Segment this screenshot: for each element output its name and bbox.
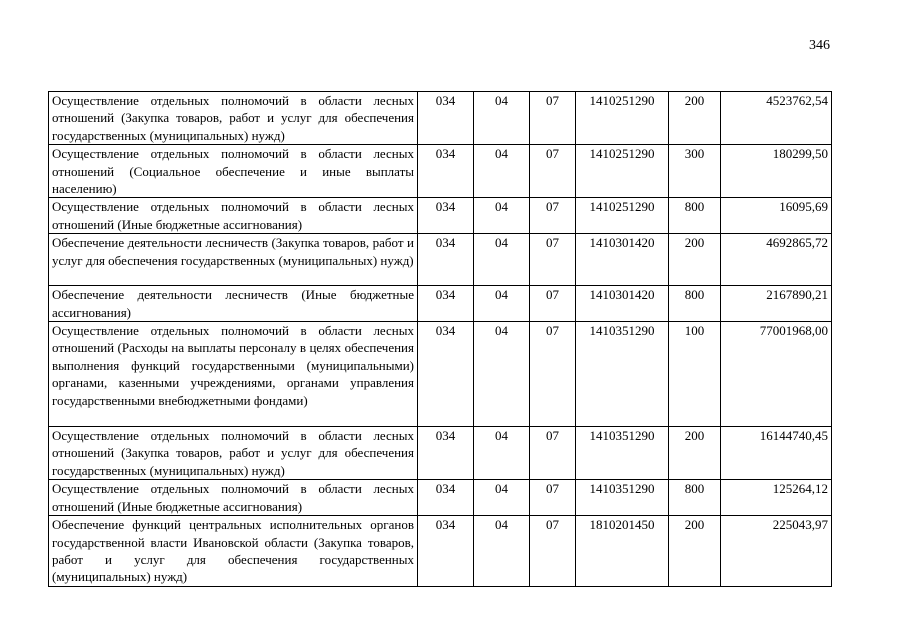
table-row xyxy=(49,145,832,198)
row-section-code: 04 xyxy=(474,427,530,480)
row-section-code: 04 xyxy=(474,516,530,587)
row-subsection-code: 07 xyxy=(530,322,576,427)
row-target-article: 1410251290 xyxy=(576,145,669,198)
row-expense-type: 200 xyxy=(669,92,721,145)
row-section-code: 04 xyxy=(474,322,530,427)
row-amount: 225043,97 xyxy=(721,516,832,587)
row-section-code: 04 xyxy=(474,234,530,286)
row-description: Обеспечение деятельности лесничеств (Закупка товаров, работ и услуг для обеспечения государственных (муниципальных) нужд) xyxy=(49,234,418,286)
row-ministry-code: 034 xyxy=(418,427,474,480)
table-row xyxy=(49,198,832,234)
table-row xyxy=(49,322,832,427)
row-description: Обеспечение деятельности лесничеств (Иные бюджетные ассигнования) xyxy=(49,286,418,322)
row-amount: 2167890,21 xyxy=(721,286,832,322)
row-subsection-code: 07 xyxy=(530,145,576,198)
row-amount: 77001968,00 xyxy=(721,322,832,427)
row-expense-type: 300 xyxy=(669,145,721,198)
row-ministry-code: 034 xyxy=(418,145,474,198)
row-expense-type: 200 xyxy=(669,234,721,286)
row-description: Осуществление отдельных полномочий в области лесных отношений (Иные бюджетные ассигнования) xyxy=(49,480,418,516)
row-amount: 125264,12 xyxy=(721,480,832,516)
row-subsection-code: 07 xyxy=(530,234,576,286)
row-section-code: 04 xyxy=(474,145,530,198)
row-subsection-code: 07 xyxy=(530,92,576,145)
row-description: Осуществление отдельных полномочий в области лесных отношений (Закупка товаров, работ и услуг для обеспечения государственных (муниципальных) нужд) xyxy=(49,427,418,480)
row-ministry-code: 034 xyxy=(418,480,474,516)
row-ministry-code: 034 xyxy=(418,198,474,234)
row-subsection-code: 07 xyxy=(530,427,576,480)
row-ministry-code: 034 xyxy=(418,516,474,587)
row-ministry-code: 034 xyxy=(418,234,474,286)
row-expense-type: 800 xyxy=(669,480,721,516)
row-target-article: 1410301420 xyxy=(576,234,669,286)
table-row xyxy=(49,427,832,480)
table-row xyxy=(49,480,832,516)
row-target-article: 1410301420 xyxy=(576,286,669,322)
row-amount: 4523762,54 xyxy=(721,92,832,145)
page-number: 346 xyxy=(809,38,830,53)
row-subsection-code: 07 xyxy=(530,516,576,587)
row-ministry-code: 034 xyxy=(418,92,474,145)
row-target-article: 1410251290 xyxy=(576,92,669,145)
row-target-article: 1810201450 xyxy=(576,516,669,587)
row-expense-type: 800 xyxy=(669,198,721,234)
row-subsection-code: 07 xyxy=(530,198,576,234)
row-section-code: 04 xyxy=(474,92,530,145)
table-row xyxy=(49,234,832,286)
table-row xyxy=(49,92,832,145)
table-row xyxy=(49,516,832,587)
row-section-code: 04 xyxy=(474,286,530,322)
row-target-article: 1410351290 xyxy=(576,322,669,427)
row-target-article: 1410251290 xyxy=(576,198,669,234)
row-amount: 16144740,45 xyxy=(721,427,832,480)
row-expense-type: 200 xyxy=(669,516,721,587)
row-description: Осуществление отдельных полномочий в области лесных отношений (Расходы на выплаты персоналу в целях обеспечения выполнения функций государственными (муниципальными) органами, казенными учреждениями, органами управления государственными внебюджетными фондами) xyxy=(49,322,418,427)
row-section-code: 04 xyxy=(474,198,530,234)
row-description: Осуществление отдельных полномочий в области лесных отношений (Закупка товаров, работ и услуг для обеспечения государственных (муниципальных) нужд) xyxy=(49,92,418,145)
table-row xyxy=(49,286,832,322)
row-expense-type: 200 xyxy=(669,427,721,480)
budget-table xyxy=(48,91,832,587)
row-amount: 4692865,72 xyxy=(721,234,832,286)
row-subsection-code: 07 xyxy=(530,286,576,322)
row-target-article: 1410351290 xyxy=(576,480,669,516)
row-section-code: 04 xyxy=(474,480,530,516)
row-ministry-code: 034 xyxy=(418,286,474,322)
row-subsection-code: 07 xyxy=(530,480,576,516)
row-ministry-code: 034 xyxy=(418,322,474,427)
row-target-article: 1410351290 xyxy=(576,427,669,480)
row-expense-type: 800 xyxy=(669,286,721,322)
row-description: Осуществление отдельных полномочий в области лесных отношений (Иные бюджетные ассигнования) xyxy=(49,198,418,234)
row-amount: 180299,50 xyxy=(721,145,832,198)
row-amount: 16095,69 xyxy=(721,198,832,234)
row-description: Осуществление отдельных полномочий в области лесных отношений (Социальное обеспечение и иные выплаты населению) xyxy=(49,145,418,198)
row-expense-type: 100 xyxy=(669,322,721,427)
row-description: Обеспечение функций центральных исполнительных органов государственной власти Ивановской области (Закупка товаров, работ и услуг для обеспечения государственных (муниципальных) нужд) xyxy=(49,516,418,587)
